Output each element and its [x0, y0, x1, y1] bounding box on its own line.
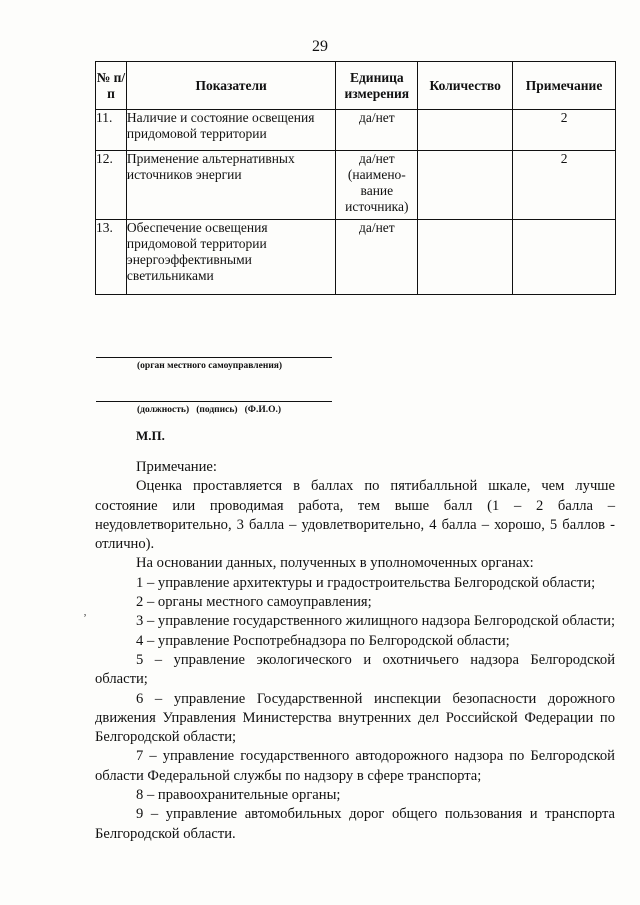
row-note	[513, 220, 616, 295]
row-unit-line: источника)	[345, 199, 409, 214]
row-unit	[336, 110, 418, 151]
header-num: № п/п	[96, 62, 127, 110]
table-header-row	[96, 62, 616, 110]
notes-paragraph: 4 – управление Роспотребнадзора по Белгородской области;	[136, 632, 510, 649]
header-note: Примечание	[513, 62, 616, 110]
row-quantity	[418, 110, 513, 151]
authority-signature-line	[96, 357, 332, 358]
stamp-place: М.П.	[136, 428, 165, 443]
notes-paragraph: 2 – органы местного самоуправления;	[136, 594, 372, 611]
notes-paragraph: 6 – управление Государственной инспекции безопасности дорожного движения Управления Министерства внутренних дел Российской Федерации по Белгородской области;	[95, 690, 615, 746]
notes-paragraph: 7 – управление государственного автодорожного надзора по Белгородской области Федеральной службы по надзору в сфере транспорта;	[95, 748, 615, 784]
row-unit-line: (наимено-	[347, 167, 406, 182]
row-unit-line: да/нет	[358, 220, 395, 235]
row-indicator: Применение альтернативных источников энергии	[126, 151, 335, 220]
notes-paragraph: 8 – правоохранительные органы;	[136, 787, 341, 804]
header-indicator: Показатели	[126, 62, 335, 110]
authority-caption: (орган местного самоуправления)	[137, 361, 283, 371]
scan-mark: ‚	[83, 604, 87, 618]
table-row	[96, 151, 616, 220]
row-unit-line: да/нет	[358, 110, 395, 125]
row-note: 2	[513, 151, 616, 220]
header-quantity: Количество	[418, 62, 513, 110]
notes-paragraph: На основании данных, полученных в уполномоченных органах:	[136, 555, 534, 572]
table-row	[96, 110, 616, 151]
official-caption: (должность) (подпись) (Ф.И.О.)	[137, 405, 282, 415]
notes-paragraph: 1 – управление архитектуры и градостроительства Белгородской области;	[136, 574, 596, 591]
header-unit: Единица измерения	[336, 62, 418, 110]
notes-paragraph: 9 – управление автомобильных дорог общего пользования и транспорта Белгородской области.	[95, 806, 615, 842]
row-unit	[336, 151, 418, 220]
row-number: 12.	[96, 151, 127, 220]
official-signature-line	[96, 401, 332, 402]
row-quantity	[418, 220, 513, 295]
page-number: 29	[312, 38, 328, 55]
notes-paragraph: Оценка проставляется в баллах по пятибалльной шкале, чем лучше состояние или проводимая работа, тем выше балл (1 – 2 балла – неудовлетворительно, 3 балла – удовлетворительно, 4 балла – хорошо, 5 баллов - отлично).	[95, 478, 615, 553]
notes-section	[95, 458, 615, 844]
notes-paragraph: 5 – управление экологического и охотничьего надзора Белгородской области;	[95, 651, 615, 688]
row-indicator: Обеспечение освещения придомовой территории энергоэффективными светильниками	[126, 220, 335, 295]
row-unit	[336, 220, 418, 295]
row-unit-line: да/нет	[358, 151, 395, 166]
row-indicator: Наличие и состояние освещения придомовой территории	[126, 110, 335, 151]
row-number: 13.	[96, 220, 127, 295]
row-note: 2	[513, 110, 616, 151]
row-quantity	[418, 151, 513, 220]
notes-heading: Примечание:	[136, 459, 217, 475]
table-row	[96, 220, 616, 295]
row-number: 11.	[96, 110, 127, 151]
indicators-table	[95, 61, 616, 295]
notes-paragraph: 3 – управление государственного жилищного надзора Белгородской области;	[136, 613, 616, 630]
row-unit-line: вание	[360, 183, 394, 198]
